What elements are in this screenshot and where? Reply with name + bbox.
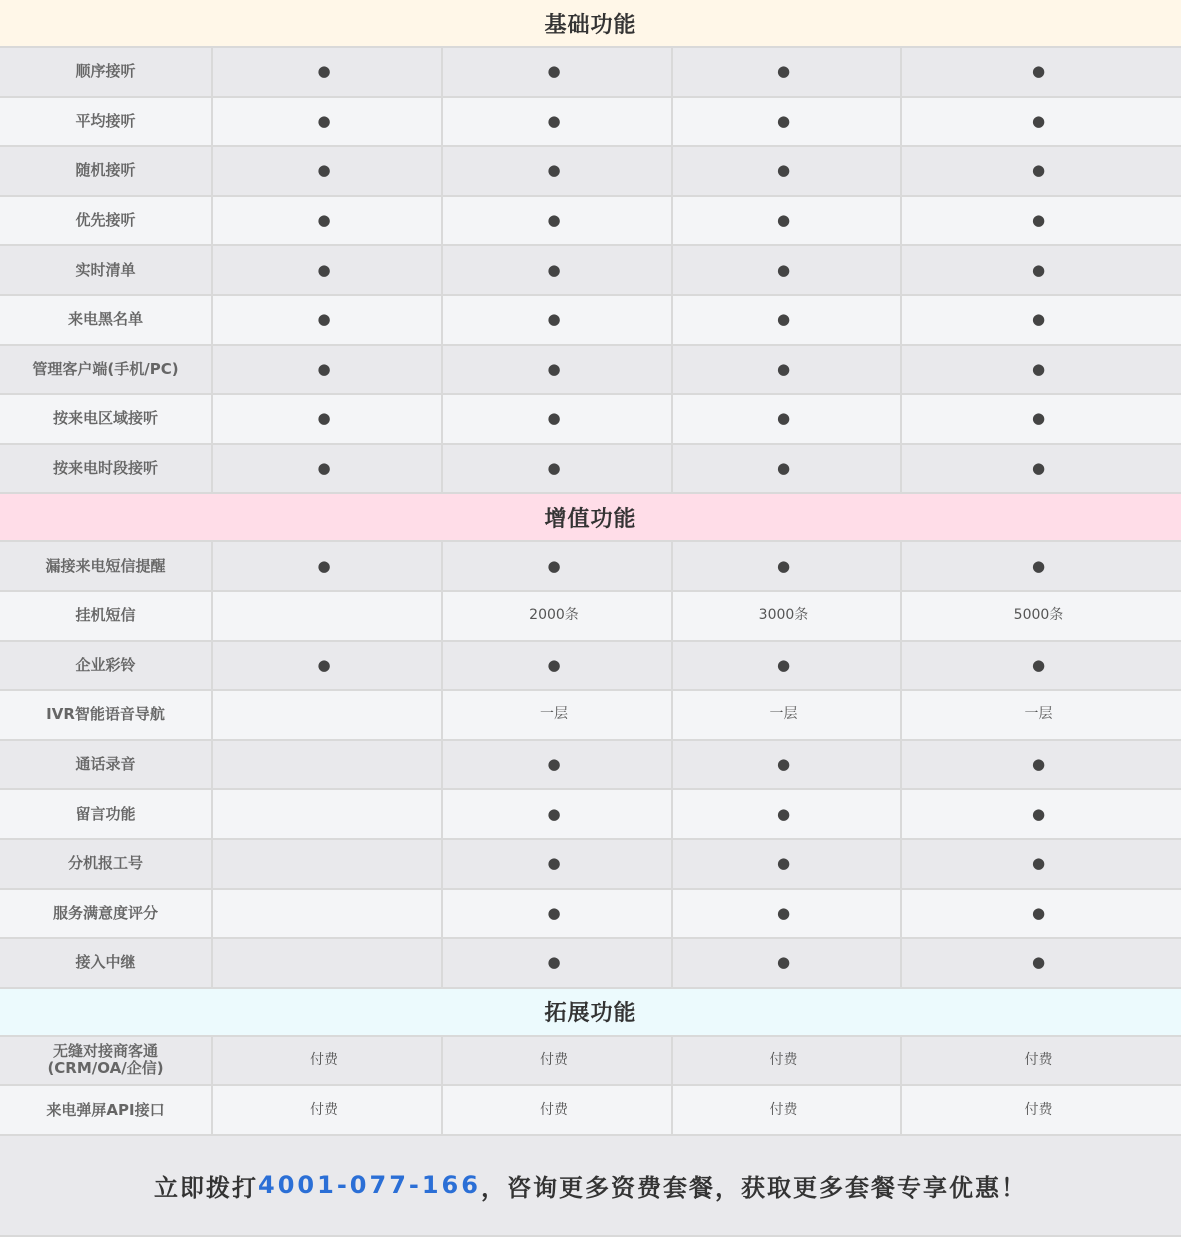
feature-name: 漏接来电短信提醒 — [0, 542, 213, 590]
feature-included-dot: ● — [443, 840, 673, 888]
section-header-basic: 基础功能 — [0, 0, 1181, 48]
feature-included-dot: ● — [673, 642, 902, 690]
table-row — [0, 741, 1181, 791]
feature-included-dot: ● — [443, 741, 673, 789]
feature-included-dot: ● — [443, 147, 673, 195]
feature-value-cell — [213, 790, 443, 838]
feature-value-cell — [213, 939, 443, 987]
feature-value-cell: 付费 — [213, 1037, 443, 1085]
feature-name: 接入中继 — [0, 939, 213, 987]
table-row — [0, 890, 1181, 940]
table-row — [0, 542, 1181, 592]
feature-included-dot: ● — [443, 542, 673, 590]
footer-suffix: ，咨询更多资费套餐，获取更多套餐专享优惠！ — [480, 1173, 1027, 1202]
table-row — [0, 346, 1181, 396]
feature-included-dot: ● — [213, 296, 443, 344]
feature-included-dot: ● — [443, 445, 673, 493]
table-row — [0, 939, 1181, 989]
table-row — [0, 98, 1181, 148]
feature-value-cell: 付费 — [1024, 1051, 1053, 1068]
feature-included-dot: ● — [213, 98, 443, 146]
footer-prefix: 立即拨打 — [154, 1173, 259, 1202]
feature-included-dot: ● — [213, 197, 443, 245]
feature-included-dot: ● — [1031, 409, 1046, 428]
feature-included-dot: ● — [443, 790, 673, 838]
feature-value-cell: 3000条 — [673, 592, 902, 640]
feature-included-dot: ● — [673, 246, 902, 294]
feature-included-dot: ● — [1031, 111, 1046, 130]
feature-included-dot: ● — [673, 296, 902, 344]
table-row — [0, 246, 1181, 296]
feature-included-dot: ● — [673, 939, 902, 987]
feature-included-dot: ● — [1031, 854, 1046, 873]
feature-included-dot: ● — [1031, 804, 1046, 823]
feature-included-dot: ● — [673, 890, 902, 938]
feature-value-cell: 一层 — [443, 691, 673, 739]
feature-included-dot: ● — [1031, 211, 1046, 230]
feature-included-dot: ● — [1031, 359, 1046, 378]
feature-included-dot: ● — [673, 346, 902, 394]
feature-value-cell — [213, 691, 443, 739]
table-row — [0, 691, 1181, 741]
feature-included-dot: ● — [1031, 903, 1046, 922]
table-row — [0, 48, 1181, 98]
feature-included-dot: ● — [443, 890, 673, 938]
feature-included-dot: ● — [1031, 260, 1046, 279]
feature-name: 来电弹屏API接口 — [0, 1086, 213, 1134]
table-row — [0, 445, 1181, 495]
feature-value-cell — [213, 890, 443, 938]
feature-included-dot: ● — [673, 395, 902, 443]
feature-value-cell: 付费 — [673, 1037, 902, 1085]
table-row — [0, 1086, 1181, 1136]
table-row — [0, 197, 1181, 247]
feature-value-cell: 付费 — [1024, 1101, 1053, 1118]
feature-included-dot: ● — [443, 346, 673, 394]
feature-included-dot: ● — [1031, 953, 1046, 972]
feature-value-cell: 付费 — [443, 1037, 673, 1085]
feature-included-dot: ● — [1031, 755, 1046, 774]
feature-included-dot: ● — [213, 542, 443, 590]
feature-included-dot: ● — [213, 346, 443, 394]
feature-included-dot: ● — [1031, 310, 1046, 329]
feature-included-dot: ● — [213, 642, 443, 690]
feature-name: 优先接听 — [0, 197, 213, 245]
table-row — [0, 296, 1181, 346]
feature-included-dot: ● — [443, 642, 673, 690]
feature-included-dot: ● — [443, 395, 673, 443]
feature-included-dot: ● — [673, 98, 902, 146]
section-header-value: 增值功能 — [0, 494, 1181, 542]
table-row — [0, 1037, 1181, 1087]
feature-name: 分机报工号 — [0, 840, 213, 888]
feature-included-dot: ● — [1031, 556, 1046, 575]
feature-value-cell: 5000条 — [1013, 607, 1064, 624]
feature-name: 企业彩铃 — [0, 642, 213, 690]
table-row — [0, 592, 1181, 642]
feature-included-dot: ● — [1031, 655, 1046, 674]
feature-included-dot: ● — [673, 445, 902, 493]
feature-name: 无缝对接商客通 (CRM/OA/企信) — [0, 1037, 213, 1085]
feature-name: 实时清单 — [0, 246, 213, 294]
feature-included-dot: ● — [443, 48, 673, 96]
feature-included-dot: ● — [213, 445, 443, 493]
feature-included-dot: ● — [213, 48, 443, 96]
feature-value-cell: 2000条 — [443, 592, 673, 640]
feature-included-dot: ● — [443, 296, 673, 344]
feature-included-dot: ● — [1031, 459, 1046, 478]
feature-included-dot: ● — [213, 246, 443, 294]
section-header-ext: 拓展功能 — [0, 989, 1181, 1037]
feature-name: 通话录音 — [0, 741, 213, 789]
feature-name: 按来电区域接听 — [0, 395, 213, 443]
feature-value-cell: 一层 — [673, 691, 902, 739]
feature-name: 随机接听 — [0, 147, 213, 195]
feature-value-cell: 一层 — [1024, 706, 1053, 723]
feature-included-dot: ● — [1031, 62, 1046, 81]
feature-included-dot: ● — [673, 147, 902, 195]
feature-included-dot: ● — [213, 395, 443, 443]
feature-included-dot: ● — [673, 48, 902, 96]
feature-included-dot: ● — [673, 197, 902, 245]
feature-included-dot: ● — [673, 840, 902, 888]
footer-call-to-action — [0, 1136, 1181, 1237]
feature-value-cell: 付费 — [213, 1086, 443, 1134]
phone-number-link[interactable]: 4001-077-166 — [258, 1171, 481, 1200]
table-row — [0, 790, 1181, 840]
feature-included-dot: ● — [673, 790, 902, 838]
feature-name: 留言功能 — [0, 790, 213, 838]
feature-included-dot: ● — [443, 939, 673, 987]
feature-included-dot: ● — [213, 147, 443, 195]
table-row — [0, 395, 1181, 445]
feature-included-dot: ● — [443, 246, 673, 294]
feature-name: 管理客户端(手机/PC) — [0, 346, 213, 394]
table-row — [0, 840, 1181, 890]
feature-included-dot: ● — [443, 98, 673, 146]
feature-name: IVR智能语音导航 — [0, 691, 213, 739]
feature-name: 顺序接听 — [0, 48, 213, 96]
feature-included-dot: ● — [1031, 161, 1046, 180]
feature-value-cell: 付费 — [673, 1086, 902, 1134]
feature-value-cell — [213, 741, 443, 789]
feature-value-cell — [213, 592, 443, 640]
table-row — [0, 642, 1181, 692]
feature-included-dot: ● — [443, 197, 673, 245]
feature-name: 来电黑名单 — [0, 296, 213, 344]
feature-value-cell: 付费 — [443, 1086, 673, 1134]
feature-name: 按来电时段接听 — [0, 445, 213, 493]
feature-name: 挂机短信 — [0, 592, 213, 640]
feature-included-dot: ● — [673, 542, 902, 590]
feature-value-cell — [213, 840, 443, 888]
feature-included-dot: ● — [673, 741, 902, 789]
table-row — [0, 147, 1181, 197]
feature-name: 平均接听 — [0, 98, 213, 146]
feature-name: 服务满意度评分 — [0, 890, 213, 938]
